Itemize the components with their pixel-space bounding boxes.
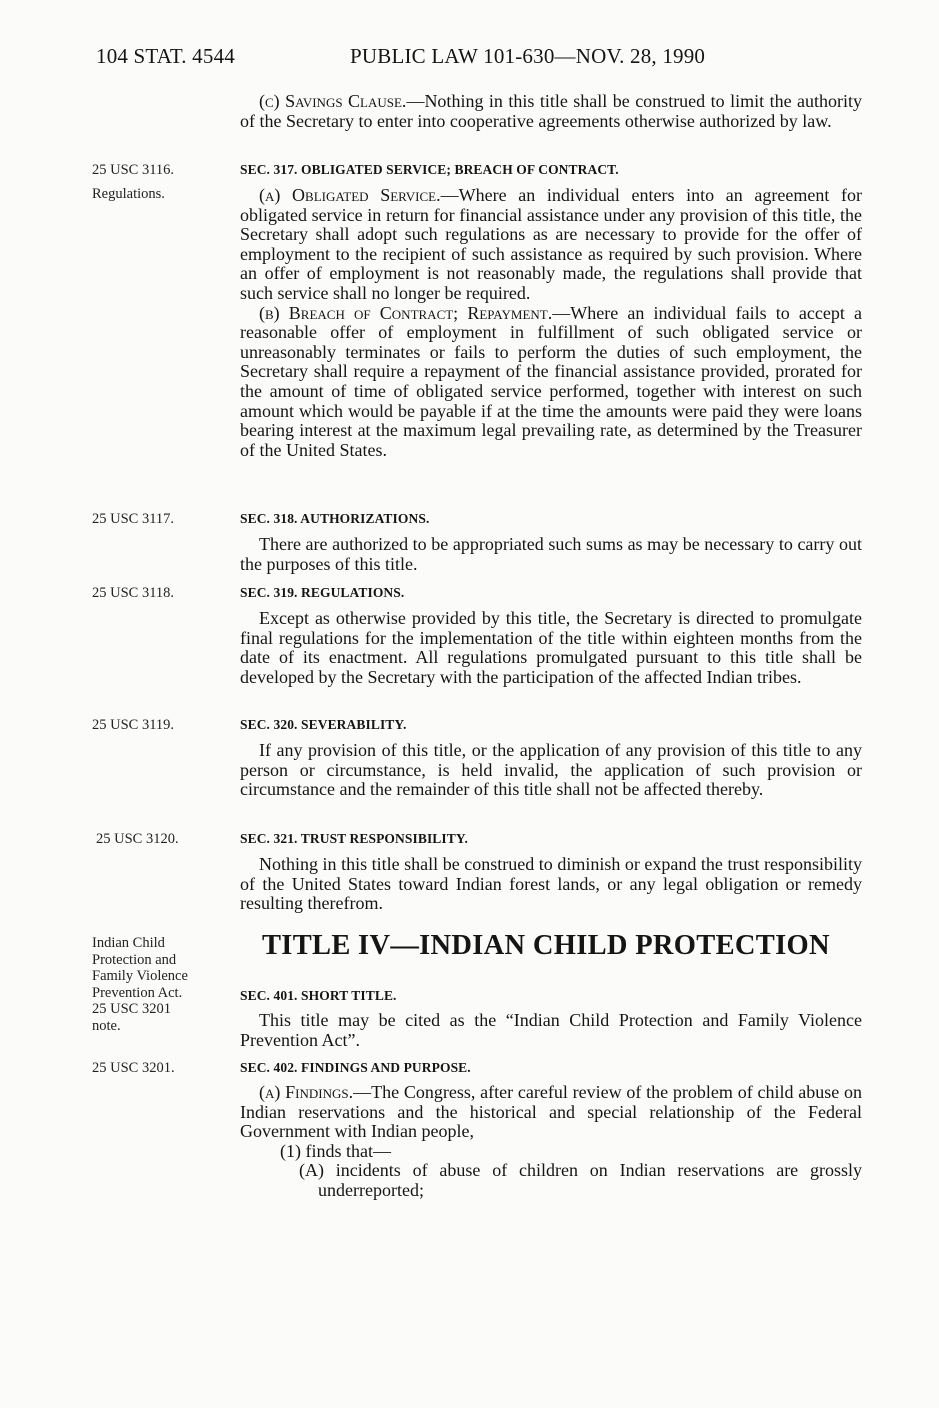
- margin-note-3119: 25 USC 3119.: [92, 717, 175, 733]
- section-318-text: There are authorized to be appropriated such sums as may be necessary to carry out the purposes of this title.: [240, 534, 862, 574]
- margin-note-act: [92, 935, 188, 1034]
- page-reference: 104 STAT. 4544: [96, 44, 235, 68]
- section-402-item-a: (A) incidents of abuse of children on Indian reservations are grossly underreported;: [299, 1160, 862, 1200]
- margin-note-act-line: Prevention Act.: [92, 984, 183, 1001]
- section-317-a-label: (a) Obligated Service.: [259, 185, 441, 205]
- section-320-text: If any provision of this title, or the application of any provision of this title to any person or circumstance, is held invalid, the application of such provision or circumstance and the remainder of this title shall not be affected thereby.: [240, 740, 862, 800]
- savings-clause-label: (c) Savings Clause.: [259, 91, 407, 111]
- margin-note-act-line: Indian Child: [92, 935, 165, 951]
- section-321-body: [240, 855, 862, 914]
- margin-note-act-line: 25 USC 3201: [92, 1001, 171, 1017]
- margin-note-3116: 25 USC 3116.: [92, 162, 175, 178]
- margin-note-regulations: Regulations.: [92, 186, 165, 202]
- margin-note-act-line: note.: [92, 1017, 121, 1034]
- section-402-paragraph-a: [240, 1083, 862, 1142]
- section-317-a-text: —Where an individual enters into an agreement for obligated service in return for financial assistance under any provision of this title, the Secretary shall adopt such regulations as are necessary to provide for the offer of employment to the recipient of such assistance as required by such provision. Where an offer of employment is not reasonably made, the regulations shall provide that such service shall no longer be required.: [240, 185, 862, 303]
- section-320-heading: SEC. 320. SEVERABILITY.: [240, 717, 407, 732]
- margin-note-act-line: Family Violence: [92, 968, 188, 984]
- section-317-body: [240, 186, 862, 460]
- section-317-heading: SEC. 317. OBLIGATED SERVICE; BREACH OF CONTRACT.: [240, 162, 619, 177]
- section-317-b-label: (b) Breach of Contract; Repayment.: [259, 302, 553, 323]
- section-319-heading: SEC. 319. REGULATIONS.: [240, 585, 405, 600]
- section-317-paragraph-a: [240, 186, 862, 304]
- margin-note-3120: 25 USC 3120.: [96, 831, 179, 847]
- section-402-a-text: —The Congress, after careful review of the problem of child abuse on Indian reservations and the historical and special relationship of the Federal Government with Indian people,: [240, 1082, 862, 1142]
- section-402-body: [240, 1083, 862, 1201]
- section-401-text: This title may be cited as the “Indian Child Protection and Family Violence Prevention Act”.: [240, 1010, 862, 1050]
- section-318-body: [240, 535, 862, 574]
- section-321-heading: SEC. 321. TRUST RESPONSIBILITY.: [240, 831, 468, 846]
- section-318-heading: SEC. 318. AUTHORIZATIONS.: [240, 511, 430, 526]
- section-321-text: Nothing in this title shall be construed to diminish or expand the trust responsibility of the United States toward Indian forest lands, or any legal obligation or remedy resulting therefrom.: [240, 854, 862, 914]
- section-401-heading: SEC. 401. SHORT TITLE.: [240, 988, 397, 1003]
- law-reference: PUBLIC LAW 101-630—NOV. 28, 1990: [350, 44, 706, 68]
- section-317-paragraph-b: [240, 304, 862, 461]
- section-402-item-1: (1) finds that—: [280, 1140, 391, 1161]
- section-319-text: Except as otherwise provided by this title, the Secretary is directed to promulgate final regulations for the implementation of the title within eighteen months from the date of its enactment. All regulations promulgated pursuant to this title shall be developed by the Secretary with the participation of the affected Indian tribes.: [240, 608, 862, 687]
- margin-note-act-line: Protection and: [92, 951, 177, 968]
- title-iv-heading: TITLE IV—INDIAN CHILD PROTECTION: [262, 930, 830, 961]
- section-317-b-text: —Where an individual fails to accept a reasonable offer of employment in fulfillment of such obligated service or unreasonably terminates or fails to perform the duties of such employment, the Secretary shall require a repayment of the financial assistance provided, prorated for the amount of time of obligated service performed, together with interest on such amount which would be payable if at the time the amounts were paid they were loans bearing interest at the maximum legal prevailing rate, as determined by the Treasurer of the United States.: [240, 302, 862, 460]
- section-402-heading: SEC. 402. FINDINGS AND PURPOSE.: [240, 1060, 471, 1075]
- margin-note-3201: 25 USC 3201.: [92, 1060, 175, 1076]
- section-401-body: [240, 1011, 862, 1050]
- section-319-body: [240, 609, 862, 687]
- section-402-a-label: (a) Findings.: [259, 1082, 354, 1102]
- margin-note-3117: 25 USC 3117.: [92, 511, 175, 527]
- margin-note-3118: 25 USC 3118.: [92, 585, 175, 601]
- savings-clause-text: —Nothing in this title shall be construed to limit the authority of the Secretary to enter into cooperative agreements otherwise authorized by law.: [240, 91, 863, 131]
- savings-clause: [240, 92, 862, 131]
- section-320-body: [240, 741, 862, 800]
